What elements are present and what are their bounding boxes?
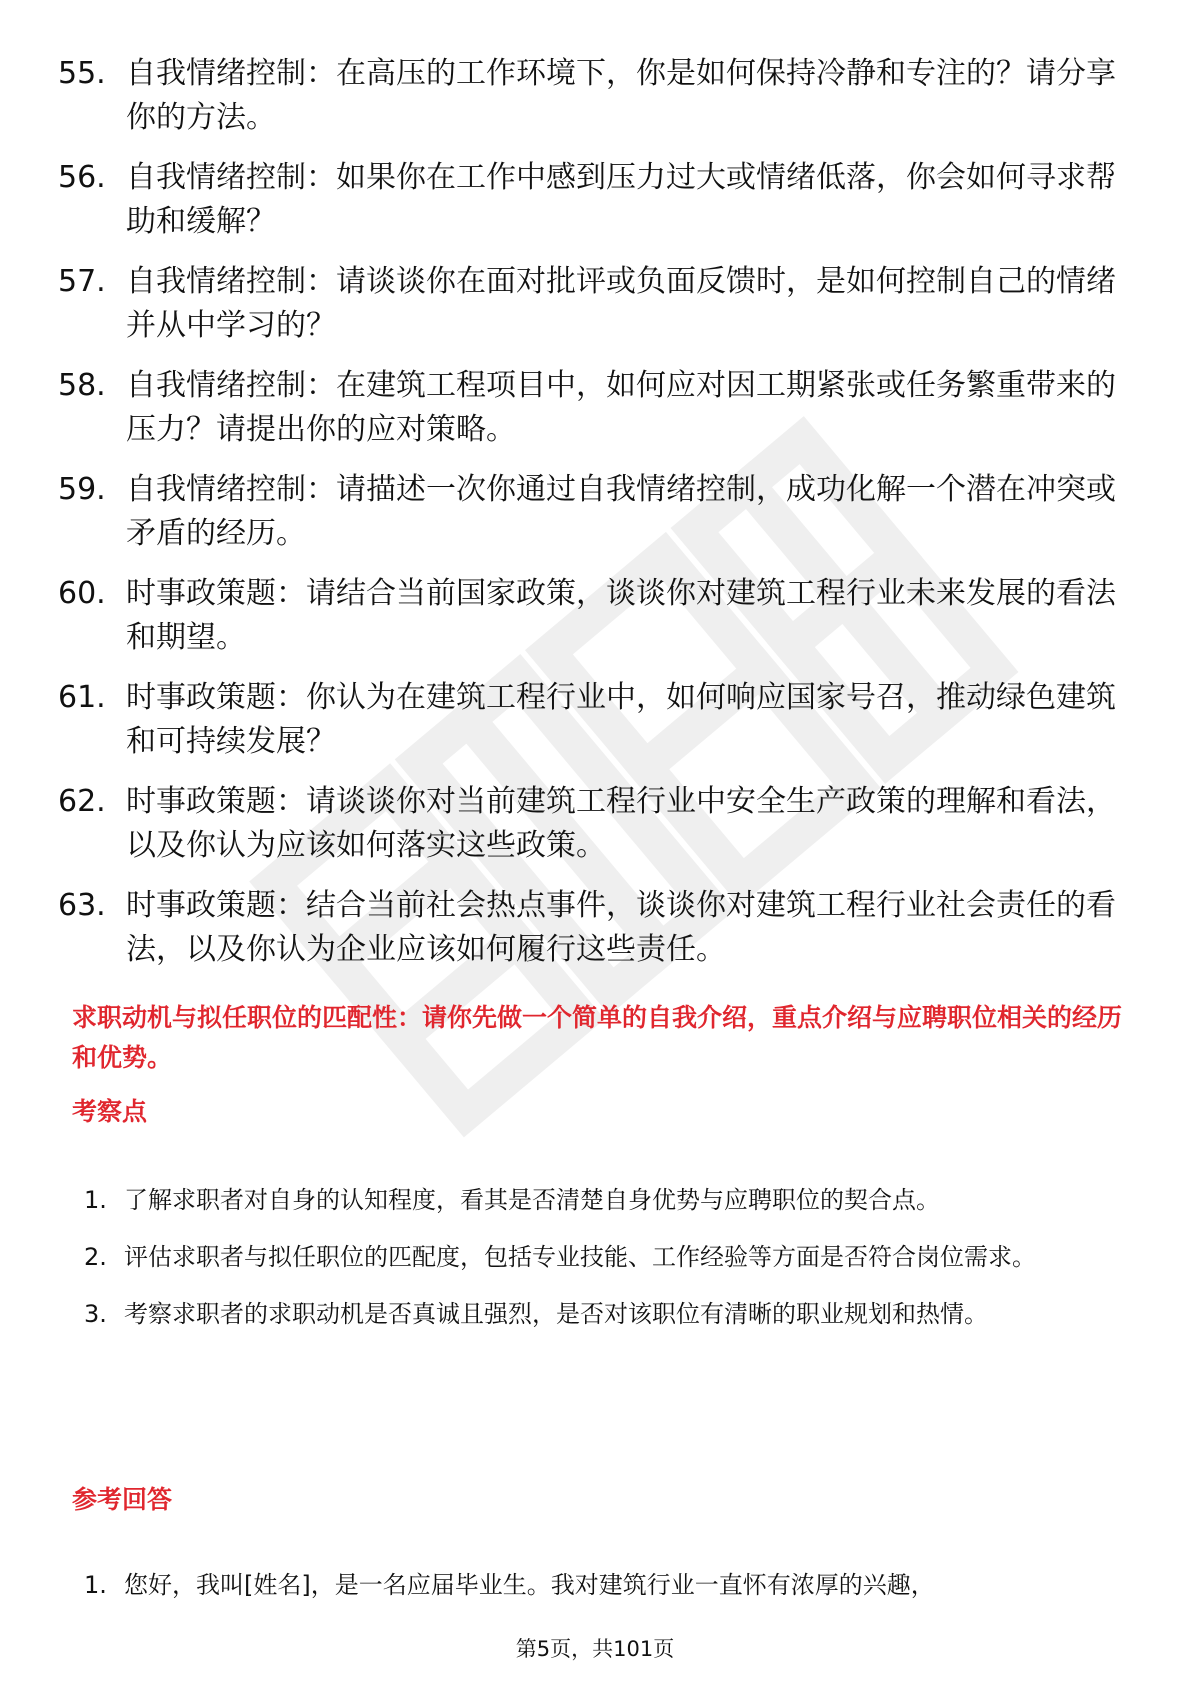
point-item <box>84 1286 1120 1343</box>
question-number: 59. <box>58 472 106 507</box>
question-number: 55. <box>58 56 106 91</box>
question-item <box>58 364 1118 452</box>
page-footer: 第5页，共101页 <box>515 1637 675 1661</box>
question-number: 58. <box>58 368 106 403</box>
question-text: 自我情绪控制：请描述一次你通过自我情绪控制，成功化解一个潜在冲突或矛盾的经历。 <box>126 472 1116 551</box>
point-text: 评估求职者与拟任职位的匹配度，包括专业技能、工作经验等方面是否符合岗位需求。 <box>124 1243 1036 1271</box>
points-heading: 考察点 <box>72 1097 148 1126</box>
points-list <box>84 1172 1120 1343</box>
question-text: 自我情绪控制：如果你在工作中感到压力过大或情绪低落，你会如何寻求帮助和缓解？ <box>126 160 1116 239</box>
point-text: 了解求职者对自身的认知程度，看其是否清楚自身优势与应聘职位的契合点。 <box>124 1186 940 1214</box>
question-item <box>58 468 1118 556</box>
question-number: 56. <box>58 160 106 195</box>
answer-item <box>84 1557 1120 1614</box>
question-text: 时事政策题：你认为在建筑工程行业中，如何响应国家号召，推动绿色建筑和可持续发展？ <box>126 680 1116 759</box>
point-item <box>84 1172 1120 1229</box>
point-item <box>84 1229 1120 1286</box>
question-number: 63. <box>58 888 106 923</box>
question-text: 时事政策题：结合当前社会热点事件，谈谈你对建筑工程行业社会责任的看法，以及你认为企业应该如何履行这些责任。 <box>126 888 1116 967</box>
question-item <box>58 572 1118 660</box>
answer-list <box>84 1557 1120 1614</box>
question-text: 时事政策题：请结合当前国家政策，谈谈你对建筑工程行业未来发展的看法和期望。 <box>126 576 1116 655</box>
point-text: 考察求职者的求职动机是否真诚且强烈，是否对该职位有清晰的职业规划和热情。 <box>124 1300 988 1328</box>
answer-heading: 参考回答 <box>72 1485 173 1514</box>
question-item <box>58 780 1118 868</box>
point-number: 2. <box>84 1243 107 1271</box>
answer-number: 1. <box>84 1571 107 1599</box>
question-text: 自我情绪控制：在建筑工程项目中，如何应对因工期紧张或任务繁重带来的压力？请提出你的应对策略。 <box>126 368 1116 447</box>
point-number: 1. <box>84 1186 107 1214</box>
question-number: 62. <box>58 784 106 819</box>
question-text: 时事政策题：请谈谈你对当前建筑工程行业中安全生产政策的理解和看法，以及你认为应该如何落实这些政策。 <box>126 784 1116 863</box>
question-item <box>58 884 1118 972</box>
question-number: 57. <box>58 264 106 299</box>
question-item <box>58 156 1118 244</box>
question-item <box>58 52 1118 140</box>
question-number: 60. <box>58 576 106 611</box>
question-item <box>58 676 1118 764</box>
question-item <box>58 260 1118 348</box>
question-text: 自我情绪控制：在高压的工作环境下，你是如何保持冷静和专注的？请分享你的方法。 <box>126 56 1116 135</box>
question-list <box>58 52 1118 988</box>
question-number: 61. <box>58 680 106 715</box>
section-heading: 求职动机与拟任职位的匹配性：请你先做一个简单的自我介绍，重点介绍与应聘职位相关的经历和优势。 <box>72 1003 1123 1072</box>
answer-text: 您好，我叫[姓名]，是一名应届毕业生。我对建筑行业一直怀有浓厚的兴趣， <box>124 1571 935 1599</box>
question-text: 自我情绪控制：请谈谈你在面对批评或负面反馈时，是如何控制自己的情绪并从中学习的？ <box>126 264 1116 343</box>
point-number: 3. <box>84 1300 107 1328</box>
